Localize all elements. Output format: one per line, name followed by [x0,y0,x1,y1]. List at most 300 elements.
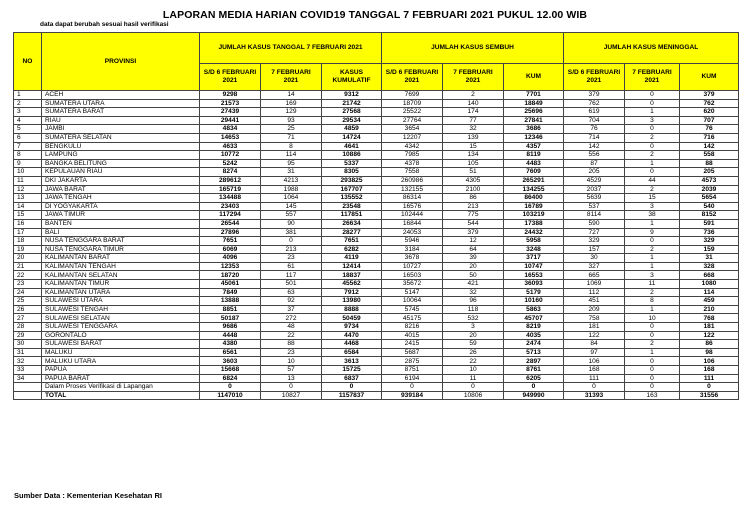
cell-sembuh-7: 379 [443,228,504,237]
cell-provinsi: DI YOGYAKARTA [42,202,200,211]
cell-meninggal-sd: 4529 [564,176,625,185]
cell-kasus-7: 557 [261,211,322,220]
cell-meninggal-kum: 707 [680,116,739,125]
cell-meninggal-7: 0 [625,357,680,366]
cell-kasus-sd: 8274 [200,168,261,177]
cell-no: 21 [14,262,42,271]
cell-sembuh-kum: 2897 [504,357,564,366]
cell-no: 22 [14,271,42,280]
cell-provinsi: SUMATERA SELATAN [42,133,200,142]
cell-kasus-7: 48 [261,323,322,332]
cell-kasus-sd: 4096 [200,254,261,263]
cell-no: 17 [14,228,42,237]
cell-no: 33 [14,366,42,375]
table-row [14,228,739,237]
table-row [14,262,739,271]
cell-kasus-kumulatif: 45562 [322,280,382,289]
cell-sembuh-7: 86 [443,194,504,203]
cell-kasus-kumulatif: 26634 [322,219,382,228]
cell-kasus-kumulatif: 9734 [322,323,382,332]
cell-no: 24 [14,288,42,297]
cell-sembuh-kum: 4483 [504,159,564,168]
cell-no: 29 [14,331,42,340]
cell-kasus-kumulatif: 28277 [322,228,382,237]
cell-meninggal-kum: 98 [680,348,739,357]
cell-meninggal-7: 0 [625,331,680,340]
cell-sembuh-kum: 5958 [504,237,564,246]
cell-kasus-7: 57 [261,366,322,375]
cell-provinsi: SULAWESI UTARA [42,297,200,306]
cell-kasus-7: 25 [261,125,322,134]
cell-provinsi: DKI JAKARTA [42,176,200,185]
cell-meninggal-sd: 327 [564,262,625,271]
cell-sembuh-7: 32 [443,288,504,297]
cell-sembuh-kum: 24432 [504,228,564,237]
cell-meninggal-sd: 181 [564,323,625,332]
cell-no: 5 [14,125,42,134]
cell-no: 12 [14,185,42,194]
header-row-groups [14,33,739,64]
header-meninggal-sd: S/D 6 FEBRUARI 2021 [564,64,625,91]
cell-kasus-kumulatif: 23548 [322,202,382,211]
cell-sembuh-kum: 2474 [504,340,564,349]
cell-sembuh-sd: 10064 [382,297,443,306]
cell-meninggal-kum: 86 [680,340,739,349]
cell-sembuh-sd: 16576 [382,202,443,211]
cell-meninggal-7: 1 [625,262,680,271]
cell-meninggal-sd: 142 [564,142,625,151]
cell-kasus-kumulatif: 9312 [322,91,382,100]
header-kasus-kumulatif: KASUS KUMULATIF [322,64,382,91]
cell-kasus-7: 1988 [261,185,322,194]
cell-meninggal-sd: 87 [564,159,625,168]
cell-kasus-sd: 26544 [200,219,261,228]
cell-meninggal-kum: 1080 [680,280,739,289]
cell-sembuh-7: 213 [443,202,504,211]
cell-sembuh-7: 32 [443,125,504,134]
cell-no: 7 [14,142,42,151]
header-no: NO [14,33,42,91]
covid-report-table [13,32,739,400]
cell-kasus-7: 117 [261,271,322,280]
total-label: TOTAL [42,391,200,400]
cell-sembuh-7: 20 [443,262,504,271]
cell-meninggal-kum: 459 [680,297,739,306]
cell-meninggal-7: 9 [625,228,680,237]
cell-no: 9 [14,159,42,168]
cell-kasus-7: 61 [261,262,322,271]
cell-no: 4 [14,116,42,125]
cell-sembuh-kum: 10747 [504,262,564,271]
cell-kasus-kumulatif: 4859 [322,125,382,134]
cell-sembuh-kum: 27841 [504,116,564,125]
cell-provinsi: KALIMANTAN TENGAH [42,262,200,271]
cell-provinsi: JAWA TENGAH [42,194,200,203]
cell-sembuh-kum: 16789 [504,202,564,211]
cell-sembuh-sd: 2415 [382,340,443,349]
cell-meninggal-sd: 451 [564,297,625,306]
cell-sembuh-sd: 7699 [382,91,443,100]
table-row [14,142,739,151]
cell-provinsi: SULAWESI TENGAH [42,305,200,314]
table-row [14,357,739,366]
cell-kasus-7: 169 [261,99,322,108]
cell-meninggal-kum: 159 [680,245,739,254]
cell-meninggal-sd: 1069 [564,280,625,289]
cell-kasus-kumulatif: 4641 [322,142,382,151]
cell-kasus-kumulatif: 6837 [322,374,382,383]
cell-sembuh-sd: 260986 [382,176,443,185]
cell-sembuh-7: 3 [443,323,504,332]
cell-sembuh-7: 20 [443,331,504,340]
cell-sembuh-7: 775 [443,211,504,220]
header-sembuh-kum: KUM [504,64,564,91]
cell-meninggal-sd: 2037 [564,185,625,194]
cell-provinsi: BANTEN [42,219,200,228]
cell-kasus-7: 114 [261,151,322,160]
cell-meninggal-kum: 122 [680,331,739,340]
cell-meninggal-kum: 762 [680,99,739,108]
cell-kasus-kumulatif: 5337 [322,159,382,168]
cell-sembuh-sd: 45175 [382,314,443,323]
header-group-meninggal: JUMLAH KASUS MENINGGAL [564,33,739,64]
cell-sembuh-sd: 8216 [382,323,443,332]
cell-meninggal-kum: 106 [680,357,739,366]
cell-provinsi: SULAWESI TENGGARA [42,323,200,332]
cell-meninggal-7: 2 [625,340,680,349]
cell-kasus-7: 501 [261,280,322,289]
table-row [14,348,739,357]
cell-meninggal-7: 0 [625,366,680,375]
cell-kasus-7: 14 [261,91,322,100]
cell-meninggal-7: 15 [625,194,680,203]
cell-meninggal-sd: 727 [564,228,625,237]
cell-kasus-sd: 4834 [200,125,261,134]
cell-meninggal-7: 1 [625,108,680,117]
cell-kasus-7: 92 [261,297,322,306]
cell-meninggal-kum: 142 [680,142,739,151]
cell-no: 32 [14,357,42,366]
cell-meninggal-sd: 8114 [564,211,625,220]
table-row [14,331,739,340]
cell-meninggal-7: 0 [625,125,680,134]
cell-meninggal-sd: 122 [564,331,625,340]
cell-provinsi: Dalam Proses Verifikasi di Lapangan [42,383,200,392]
cell-kasus-sd: 6069 [200,245,261,254]
cell-meninggal-sd: 106 [564,357,625,366]
cell-meninggal-kum: 4573 [680,176,739,185]
cell-sembuh-sd: 16503 [382,271,443,280]
table-row [14,245,739,254]
cell-sembuh-kum: 3686 [504,125,564,134]
cell-sembuh-kum: 8119 [504,151,564,160]
cell-kasus-7: 129 [261,108,322,117]
cell-no: 14 [14,202,42,211]
cell-no: 18 [14,237,42,246]
cell-kasus-7: 31 [261,168,322,177]
cell-sembuh-7: 15 [443,142,504,151]
cell-sembuh-7: 4305 [443,176,504,185]
cell-meninggal-7: 2 [625,133,680,142]
cell-provinsi: KEPULAUAN RIAU [42,168,200,177]
cell-meninggal-sd: 30 [564,254,625,263]
cell-kasus-sd: 6561 [200,348,261,357]
cell-kasus-7: 88 [261,340,322,349]
cell-sembuh-7: 0 [443,383,504,392]
cell-kasus-7: 213 [261,245,322,254]
cell-kasus-7: 23 [261,348,322,357]
cell-no: 26 [14,305,42,314]
cell-kasus-7: 272 [261,314,322,323]
cell-sembuh-7: 64 [443,245,504,254]
cell-sembuh-sd: 5147 [382,288,443,297]
total-row [14,391,739,400]
cell-kasus-kumulatif: 7912 [322,288,382,297]
table-row [14,125,739,134]
cell-no: 13 [14,194,42,203]
table-body [14,91,739,400]
cell-kasus-sd: 8851 [200,305,261,314]
cell-provinsi: PAPUA BARAT [42,374,200,383]
cell-kasus-sd: 6824 [200,374,261,383]
cell-kasus-kumulatif: 135552 [322,194,382,203]
cell-meninggal-sd: 665 [564,271,625,280]
cell-meninggal-kum: 328 [680,262,739,271]
cell-kasus-sd: 10772 [200,151,261,160]
cell-meninggal-sd: 762 [564,99,625,108]
cell-sembuh-sd: 7985 [382,151,443,160]
cell-meninggal-sd: 76 [564,125,625,134]
total-meninggal-7: 163 [625,391,680,400]
cell-sembuh-sd: 2875 [382,357,443,366]
cell-sembuh-7: 39 [443,254,504,263]
table-row [14,185,739,194]
cell-meninggal-7: 0 [625,91,680,100]
table-row [14,211,739,220]
cell-kasus-kumulatif: 4468 [322,340,382,349]
cell-sembuh-sd: 132155 [382,185,443,194]
cell-provinsi: KALIMANTAN SELATAN [42,271,200,280]
cell-kasus-sd: 21573 [200,99,261,108]
total-meninggal-sd: 31393 [564,391,625,400]
cell-sembuh-sd: 3678 [382,254,443,263]
header-kasus-sd: S/D 6 FEBRUARI 2021 [200,64,261,91]
cell-meninggal-7: 10 [625,314,680,323]
cell-sembuh-7: 12 [443,237,504,246]
cell-meninggal-kum: 591 [680,219,739,228]
table-row [14,99,739,108]
cell-meninggal-sd: 5639 [564,194,625,203]
cell-meninggal-kum: 111 [680,374,739,383]
cell-kasus-sd: 18720 [200,271,261,280]
cell-kasus-sd: 12353 [200,262,261,271]
cell-meninggal-7: 0 [625,323,680,332]
cell-provinsi: SULAWESI BARAT [42,340,200,349]
cell-provinsi: JAWA BARAT [42,185,200,194]
cell-no [14,391,42,400]
cell-kasus-7: 13 [261,374,322,383]
cell-sembuh-kum: 265291 [504,176,564,185]
cell-kasus-7: 381 [261,228,322,237]
cell-sembuh-kum: 36093 [504,280,564,289]
cell-sembuh-sd: 24053 [382,228,443,237]
cell-provinsi: GORONTALO [42,331,200,340]
total-kasus-kumulatif: 1157837 [322,391,382,400]
cell-provinsi: JAWA TIMUR [42,211,200,220]
table-row [14,91,739,100]
cell-no: 6 [14,133,42,142]
cell-no: 31 [14,348,42,357]
cell-no [14,383,42,392]
cell-meninggal-kum: 181 [680,323,739,332]
cell-no: 2 [14,99,42,108]
cell-sembuh-7: 77 [443,116,504,125]
cell-sembuh-sd: 3184 [382,245,443,254]
table-row [14,151,739,160]
cell-meninggal-kum: 5654 [680,194,739,203]
cell-meninggal-sd: 168 [564,366,625,375]
cell-kasus-kumulatif: 7651 [322,237,382,246]
cell-kasus-sd: 9298 [200,91,261,100]
cell-sembuh-7: 174 [443,108,504,117]
cell-sembuh-sd: 16844 [382,219,443,228]
cell-sembuh-sd: 25522 [382,108,443,117]
cell-meninggal-kum: 0 [680,383,739,392]
header-provinsi: PROVINSI [42,33,200,91]
cell-meninggal-7: 8 [625,297,680,306]
cell-kasus-sd: 4380 [200,340,261,349]
cell-kasus-sd: 289612 [200,176,261,185]
table-row [14,108,739,117]
table-row [14,176,739,185]
cell-provinsi: MALUKU [42,348,200,357]
cell-kasus-sd: 4448 [200,331,261,340]
cell-sembuh-kum: 3248 [504,245,564,254]
cell-kasus-sd: 165719 [200,185,261,194]
cell-provinsi: SUMATERA UTARA [42,99,200,108]
cell-kasus-kumulatif: 6282 [322,245,382,254]
cell-meninggal-kum: 205 [680,168,739,177]
table-row [14,194,739,203]
cell-sembuh-sd: 10727 [382,262,443,271]
source-note: Sumber Data : Kementerian Kesehatan RI [14,491,162,500]
cell-provinsi: LAMPUNG [42,151,200,160]
cell-meninggal-7: 0 [625,168,680,177]
cell-no: 3 [14,108,42,117]
cell-provinsi: KALIMANTAN BARAT [42,254,200,263]
cell-sembuh-kum: 25696 [504,108,564,117]
cell-kasus-7: 93 [261,116,322,125]
cell-kasus-sd: 27439 [200,108,261,117]
cell-sembuh-kum: 18849 [504,99,564,108]
cell-sembuh-7: 2100 [443,185,504,194]
cell-meninggal-7: 1 [625,219,680,228]
table-row [14,133,739,142]
cell-provinsi: BANGKA BELITUNG [42,159,200,168]
cell-provinsi: SULAWESI SELATAN [42,314,200,323]
table-row [14,202,739,211]
cell-kasus-sd: 9686 [200,323,261,332]
cell-kasus-sd: 3603 [200,357,261,366]
header-meninggal-kum: KUM [680,64,739,91]
cell-kasus-kumulatif: 293825 [322,176,382,185]
cell-sembuh-7: 118 [443,305,504,314]
cell-sembuh-sd: 4378 [382,159,443,168]
cell-sembuh-kum: 4357 [504,142,564,151]
cell-meninggal-kum: 76 [680,125,739,134]
cell-kasus-sd: 13888 [200,297,261,306]
table-row [14,314,739,323]
cell-meninggal-kum: 31 [680,254,739,263]
cell-kasus-kumulatif: 50459 [322,314,382,323]
cell-meninggal-kum: 558 [680,151,739,160]
cell-sembuh-sd: 7558 [382,168,443,177]
cell-kasus-kumulatif: 14724 [322,133,382,142]
cell-meninggal-sd: 619 [564,108,625,117]
cell-meninggal-7: 0 [625,142,680,151]
cell-kasus-kumulatif: 117851 [322,211,382,220]
cell-sembuh-7: 22 [443,357,504,366]
cell-sembuh-kum: 5863 [504,305,564,314]
cell-meninggal-7: 0 [625,237,680,246]
cell-sembuh-sd: 3654 [382,125,443,134]
cell-sembuh-7: 11 [443,374,504,383]
cell-meninggal-sd: 758 [564,314,625,323]
cell-no: 16 [14,219,42,228]
cell-meninggal-kum: 540 [680,202,739,211]
cell-sembuh-7: 96 [443,297,504,306]
cell-meninggal-7: 11 [625,280,680,289]
cell-kasus-kumulatif: 4119 [322,254,382,263]
cell-no: 11 [14,176,42,185]
cell-sembuh-kum: 134255 [504,185,564,194]
cell-no: 10 [14,168,42,177]
header-meninggal-7: 7 FEBRUARI 2021 [625,64,680,91]
table-row [14,366,739,375]
table-row [14,254,739,263]
cell-sembuh-7: 105 [443,159,504,168]
cell-kasus-sd: 45061 [200,280,261,289]
cell-sembuh-7: 140 [443,99,504,108]
cell-sembuh-kum: 7609 [504,168,564,177]
cell-sembuh-kum: 8761 [504,366,564,375]
table-row [14,280,739,289]
cell-meninggal-7: 0 [625,383,680,392]
cell-kasus-kumulatif: 167707 [322,185,382,194]
cell-kasus-7: 10 [261,357,322,366]
cell-kasus-7: 0 [261,383,322,392]
cell-meninggal-sd: 84 [564,340,625,349]
cell-provinsi: KALIMANTAN UTARA [42,288,200,297]
cell-sembuh-sd: 0 [382,383,443,392]
cell-meninggal-7: 0 [625,374,680,383]
cell-meninggal-sd: 0 [564,383,625,392]
cell-kasus-kumulatif: 10886 [322,151,382,160]
covid-report-table-container [13,32,738,400]
cell-provinsi: JAMBI [42,125,200,134]
cell-kasus-sd: 134488 [200,194,261,203]
cell-sembuh-7: 532 [443,314,504,323]
cell-sembuh-7: 10 [443,366,504,375]
cell-kasus-kumulatif: 3613 [322,357,382,366]
total-kasus-sd: 1147010 [200,391,261,400]
cell-kasus-7: 145 [261,202,322,211]
total-meninggal-kum: 31556 [680,391,739,400]
cell-sembuh-sd: 5745 [382,305,443,314]
cell-sembuh-kum: 16553 [504,271,564,280]
cell-no: 23 [14,280,42,289]
cell-sembuh-sd: 102444 [382,211,443,220]
